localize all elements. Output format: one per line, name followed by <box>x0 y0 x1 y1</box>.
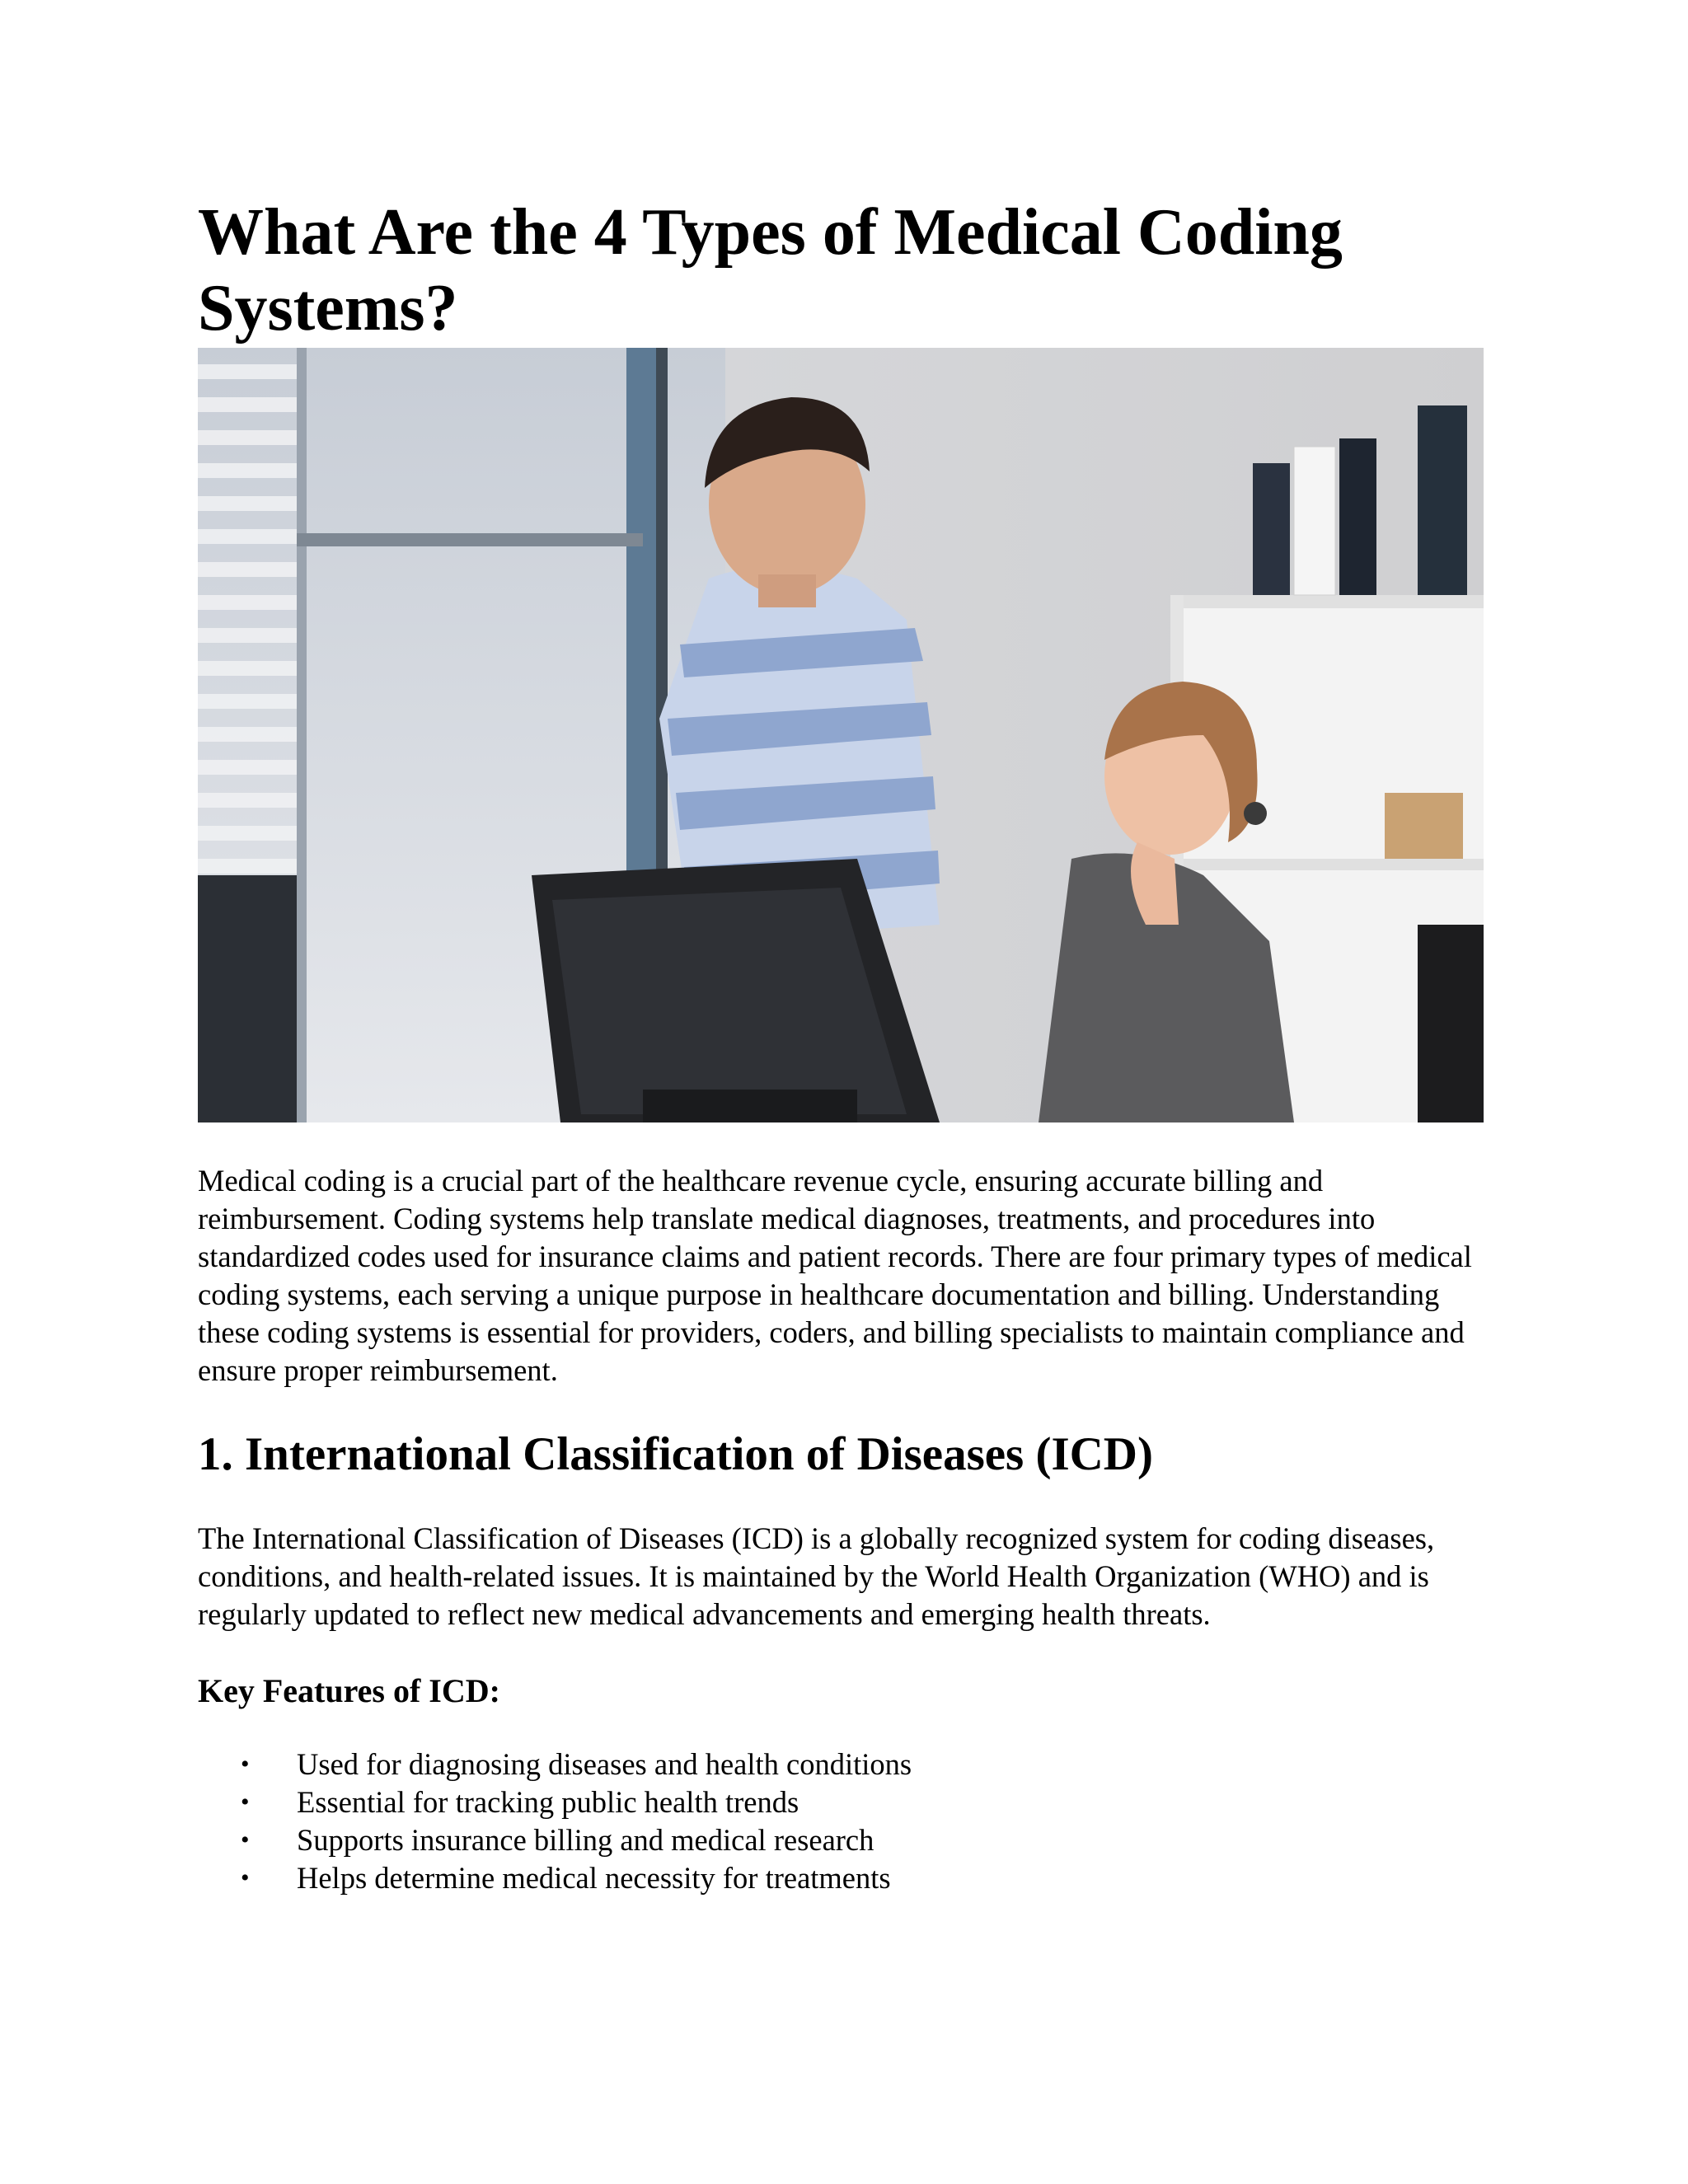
list-item <box>198 1746 1484 1783</box>
list-item-text: Helps determine medical necessity for treatments <box>297 1861 891 1895</box>
page-title: What Are the 4 Types of Medical Coding Systems? <box>198 196 1343 344</box>
bullet-icon: • <box>241 1826 250 1854</box>
intro-paragraph: Medical coding is a crucial part of the healthcare revenue cycle, ensuring accurate billing and reimbursement. Coding systems help translate medical diagnoses, treatments, and procedures into standardized codes used for insurance claims and patient records. There are four primary types of medical coding systems, each serving a unique purpose in healthcare documentation and billing. Understanding these coding systems is essential for providers, coders, and billing specialists to maintain compliance and ensure proper reimbursement. <box>198 1164 1472 1387</box>
office-coworkers-illustration <box>198 348 1484 1122</box>
list-item <box>198 1821 1484 1859</box>
list-item <box>198 1859 1484 1897</box>
icd-features-list <box>198 1746 1484 1897</box>
bullet-icon: • <box>241 1788 250 1816</box>
list-item <box>198 1783 1484 1821</box>
section-heading-icd: 1. International Classification of Diseases (ICD) <box>198 1428 1153 1480</box>
list-item-text: Supports insurance billing and medical research <box>297 1823 874 1857</box>
bullet-icon: • <box>241 1750 250 1778</box>
article-body <box>198 194 1484 1897</box>
icd-features-heading: Key Features of ICD: <box>198 1672 500 1709</box>
hero-photo <box>198 348 1484 1122</box>
list-item-text: Used for diagnosing diseases and health conditions <box>297 1747 912 1781</box>
bullet-icon: • <box>241 1864 250 1891</box>
icd-description: The International Classification of Diseases (ICD) is a globally recognized system for coding diseases, conditions, and health-related issues. It is maintained by the World Health Organization (WHO) and is regularly updated to reflect new medical advancements and emerging health threats. <box>198 1521 1435 1631</box>
list-item-text: Essential for tracking public health trends <box>297 1785 799 1819</box>
